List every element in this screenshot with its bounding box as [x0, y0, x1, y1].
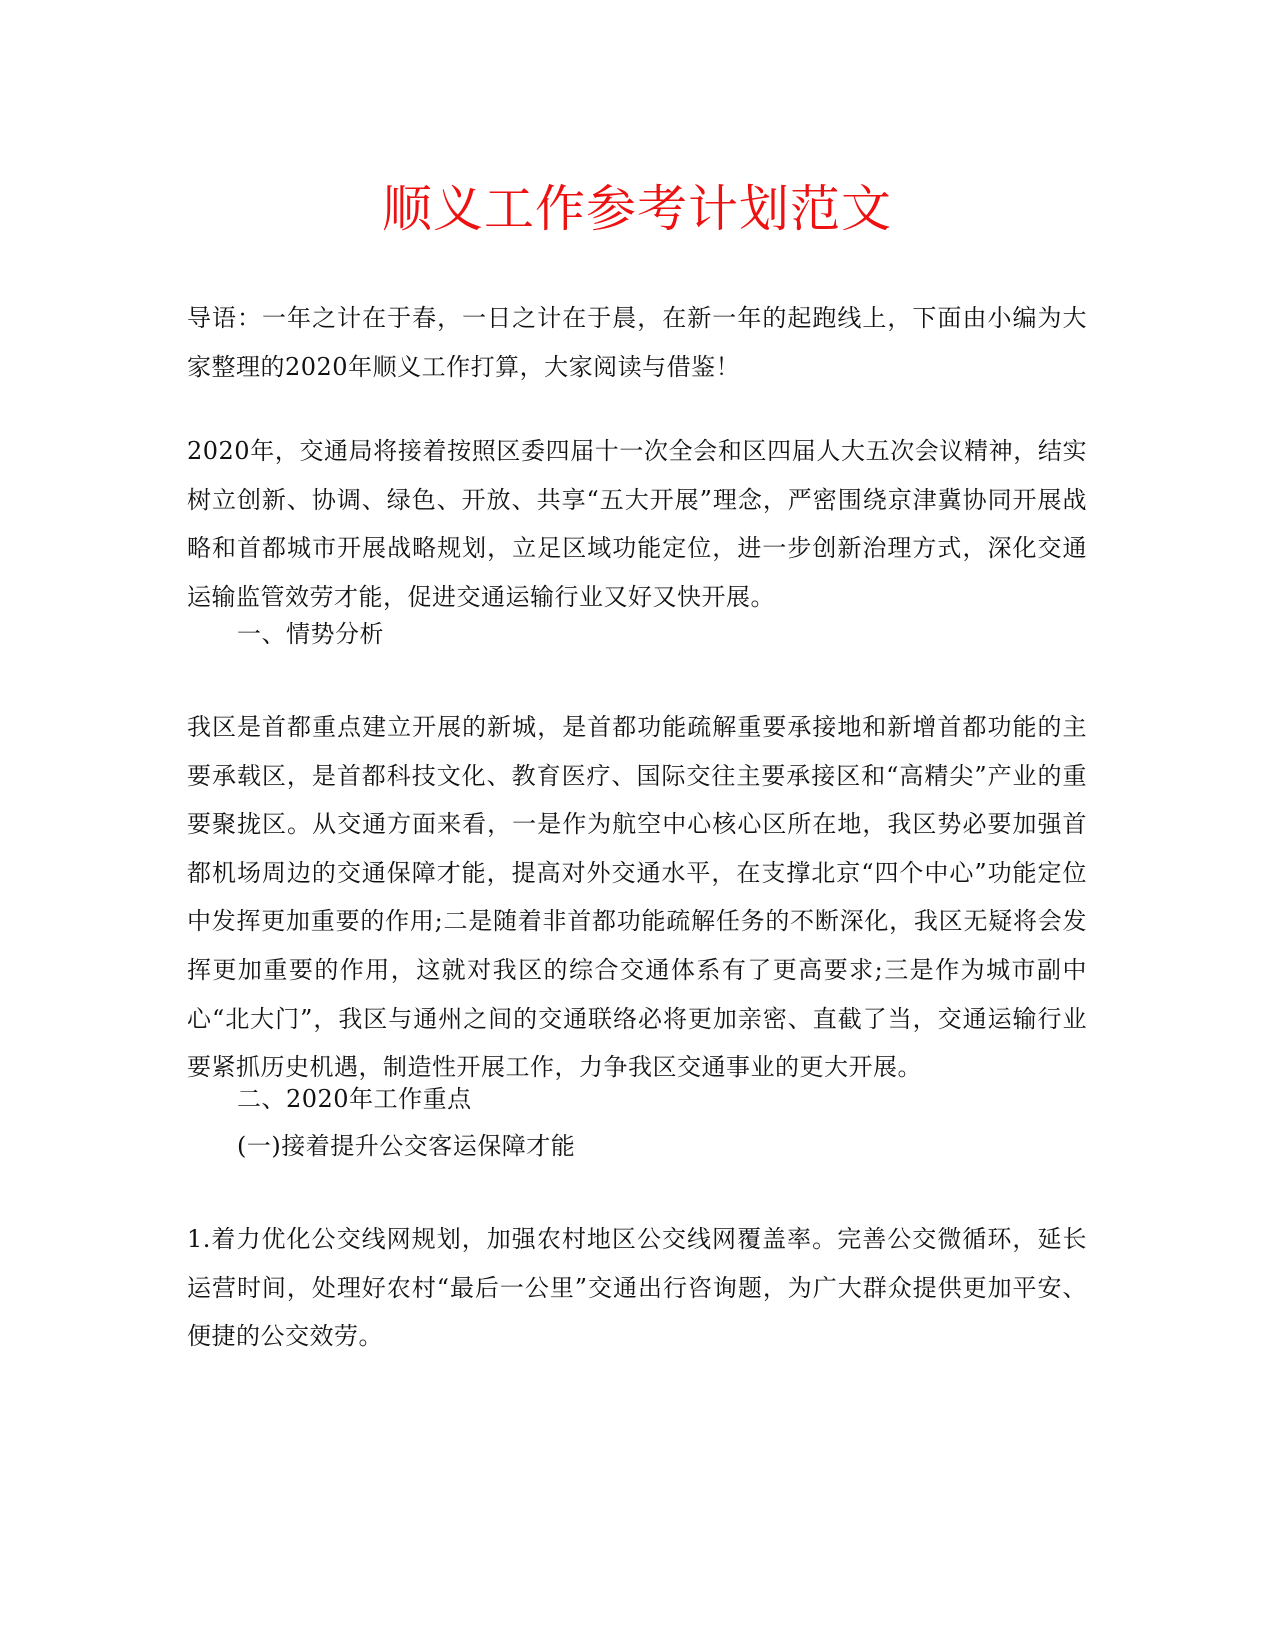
paragraph-item-1: 1.着力优化公交线网规划，加强农村地区公交线网覆盖率。完善公交微循环，延长运营时间，处理好农村“最后一公里”交通出行咨询题，为广大群众提供更加平安、便捷的公交效劳。	[187, 1225, 1087, 1351]
section-heading-work-priorities: 二、2020年工作重点	[237, 1085, 472, 1113]
paragraph-situation-analysis: 我区是首都重点建立开展的新城，是首都功能疏解重要承接地和新增首都功能的主要承载区，是首都科技文化、教育医疗、国际交往主要承接区和“高精尖”产业的重要聚拢区。从交通方面来看，一是作为航空中心核心区所在地，我区势必要加强首都机场周边的交通保障才能，提高对外交通水平，在支撑北京“四个中心”功能定位中发挥更加重要的作用;二是随着非首都功能疏解任务的不断深化，我区无疑将会发挥更加重要的作用，这就对我区的综合交通体系有了更高要求;三是作为城市副中心“北大门”，我区与通州之间的交通联络必将更加亲密、直截了当，交通运输行业要紧抓历史机遇，制造性开展工作，力争我区交通事业的更大开展。	[187, 713, 1087, 1082]
subsection-heading-public-transit: (一)接着提升公交客运保障才能	[237, 1132, 576, 1160]
intro-paragraph: 导语：一年之计在于春，一日之计在于晨，在新一年的起跑线上，下面由小编为大家整理的2020年顺义工作打算，大家阅读与借鉴！	[187, 304, 1087, 381]
paragraph-policy-overview: 2020年，交通局将接着按照区委四届十一次全会和区四届人大五次会议精神，结实树立创新、协调、绿色、开放、共享“五大开展”理念，严密围绕京津冀协同开展战略和首都城市开展战略规划，立足区域功能定位，进一步创新治理方式，深化交通运输监管效劳才能，促进交通运输行业又好又快开展。	[187, 437, 1087, 611]
document-title: 顺义工作参考计划范文	[382, 180, 892, 238]
section-heading-situation-analysis: 一、情势分析	[237, 620, 384, 648]
